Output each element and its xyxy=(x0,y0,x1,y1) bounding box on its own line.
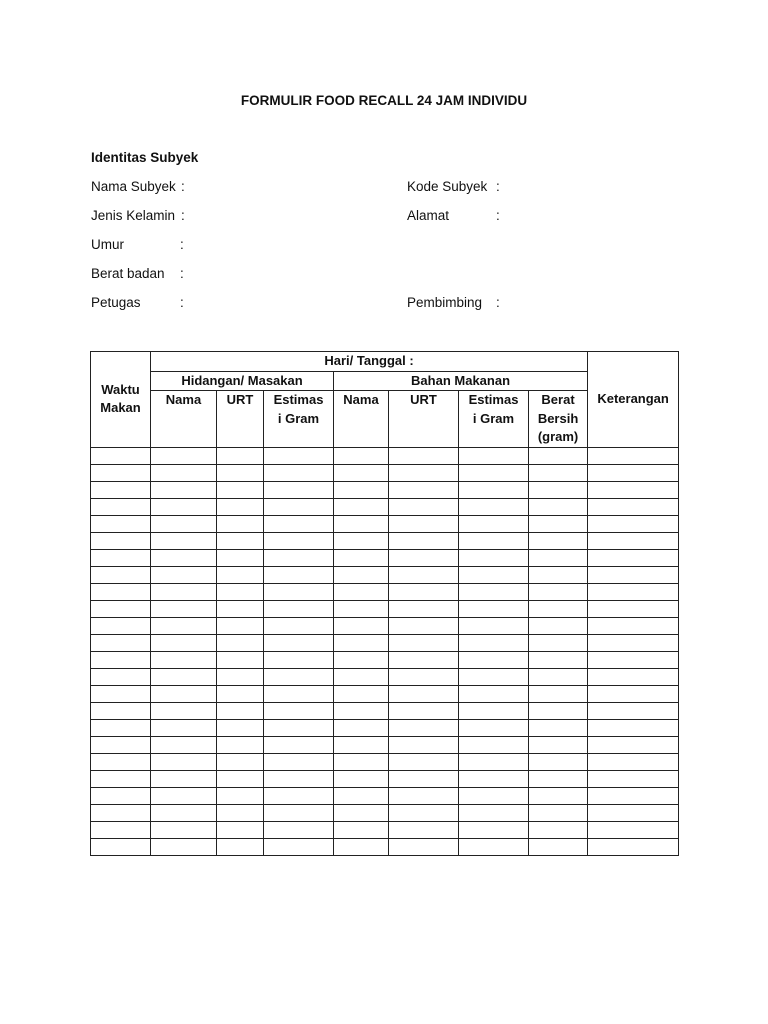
table-row xyxy=(91,464,679,481)
table-cell xyxy=(588,447,679,464)
table-cell xyxy=(529,770,588,787)
table-cell xyxy=(91,583,151,600)
table-cell xyxy=(529,685,588,702)
sub-bahan-urt: URT xyxy=(389,391,459,448)
table-row xyxy=(91,651,679,668)
table-row xyxy=(91,770,679,787)
table-cell xyxy=(588,787,679,804)
table-cell xyxy=(459,634,529,651)
table-cell xyxy=(151,685,217,702)
table-cell xyxy=(151,770,217,787)
table-cell xyxy=(264,617,334,634)
identity-heading: Identitas Subyek xyxy=(91,150,199,165)
table-cell xyxy=(91,685,151,702)
table-cell xyxy=(264,566,334,583)
table-cell xyxy=(334,549,389,566)
table-cell xyxy=(91,549,151,566)
table-cell xyxy=(91,753,151,770)
table-cell xyxy=(389,821,459,838)
estimasi-line2: i Gram xyxy=(472,410,515,426)
table-cell xyxy=(389,566,459,583)
table-row xyxy=(91,719,679,736)
table-cell xyxy=(334,651,389,668)
table-cell xyxy=(151,838,217,855)
table-cell xyxy=(529,481,588,498)
table-row xyxy=(91,566,679,583)
table-cell xyxy=(334,753,389,770)
table-cell xyxy=(217,447,264,464)
field-label: Petugas xyxy=(91,295,141,310)
table-cell xyxy=(334,770,389,787)
table-cell xyxy=(588,736,679,753)
table-cell xyxy=(151,464,217,481)
sub-hidangan-urt: URT xyxy=(217,391,264,448)
estimasi-line2: i Gram xyxy=(277,410,320,426)
table-cell xyxy=(91,804,151,821)
table-cell xyxy=(459,515,529,532)
table-cell xyxy=(91,651,151,668)
table-row xyxy=(91,838,679,855)
table-cell xyxy=(529,498,588,515)
table-cell xyxy=(91,464,151,481)
table-cell xyxy=(529,787,588,804)
table-cell xyxy=(264,787,334,804)
table-cell xyxy=(389,549,459,566)
field-label: Umur xyxy=(91,237,124,252)
table-cell xyxy=(91,481,151,498)
sub-berat-bersih xyxy=(529,391,588,448)
col-waktu-makan xyxy=(91,352,151,448)
table-cell xyxy=(389,515,459,532)
table-cell xyxy=(529,668,588,685)
table-row xyxy=(91,804,679,821)
table-cell xyxy=(389,447,459,464)
berat-line3: (gram) xyxy=(537,429,579,444)
table-cell xyxy=(529,515,588,532)
field-label: Pembimbing xyxy=(407,295,483,310)
table-cell xyxy=(151,515,217,532)
table-cell xyxy=(529,634,588,651)
table-cell xyxy=(264,838,334,855)
table-cell xyxy=(264,464,334,481)
table-cell xyxy=(588,804,679,821)
table-cell xyxy=(151,549,217,566)
estimasi-line1: Estimas xyxy=(468,392,519,407)
table-cell xyxy=(459,770,529,787)
table-cell xyxy=(91,787,151,804)
table-cell xyxy=(459,736,529,753)
table-cell xyxy=(264,702,334,719)
table-row xyxy=(91,447,679,464)
table-cell xyxy=(389,719,459,736)
table-row xyxy=(91,634,679,651)
table-cell xyxy=(151,821,217,838)
table-cell xyxy=(264,532,334,549)
table-cell xyxy=(217,821,264,838)
table-row xyxy=(91,481,679,498)
table-cell xyxy=(459,787,529,804)
table-cell xyxy=(529,736,588,753)
table-cell xyxy=(264,481,334,498)
table-cell xyxy=(529,753,588,770)
table-cell xyxy=(151,583,217,600)
sub-bahan-estimasi xyxy=(459,391,529,448)
table-cell xyxy=(588,634,679,651)
table-cell xyxy=(264,447,334,464)
table-cell xyxy=(151,498,217,515)
table-cell xyxy=(151,753,217,770)
table-cell xyxy=(151,566,217,583)
table-cell xyxy=(151,617,217,634)
table-cell xyxy=(151,651,217,668)
table-cell xyxy=(334,821,389,838)
table-cell xyxy=(389,770,459,787)
field-colon: : xyxy=(180,295,184,310)
table-cell xyxy=(217,804,264,821)
table-cell xyxy=(588,600,679,617)
table-cell xyxy=(588,668,679,685)
table-cell xyxy=(389,702,459,719)
table-cell xyxy=(217,464,264,481)
table-cell xyxy=(588,753,679,770)
table-row xyxy=(91,617,679,634)
table-row xyxy=(91,821,679,838)
table-cell xyxy=(529,702,588,719)
table-cell xyxy=(459,719,529,736)
table-cell xyxy=(459,753,529,770)
table-cell xyxy=(91,532,151,549)
table-cell xyxy=(389,736,459,753)
table-cell xyxy=(264,821,334,838)
date-header: Hari/ Tanggal : xyxy=(151,352,588,372)
table-cell xyxy=(459,685,529,702)
col-keterangan: Keterangan xyxy=(588,352,679,448)
table-cell xyxy=(389,685,459,702)
field-label: Nama Subyek xyxy=(91,179,176,194)
table-cell xyxy=(459,447,529,464)
table-cell xyxy=(151,481,217,498)
table-cell xyxy=(389,464,459,481)
table-cell xyxy=(529,464,588,481)
table-cell xyxy=(529,838,588,855)
table-cell xyxy=(588,549,679,566)
table-cell xyxy=(389,651,459,668)
table-cell xyxy=(91,617,151,634)
sub-bahan-nama: Nama xyxy=(334,391,389,448)
table-cell xyxy=(334,685,389,702)
table-cell xyxy=(588,651,679,668)
table-cell xyxy=(588,838,679,855)
table-cell xyxy=(334,600,389,617)
table-cell xyxy=(529,566,588,583)
table-row xyxy=(91,702,679,719)
table-cell xyxy=(91,498,151,515)
table-cell xyxy=(91,719,151,736)
table-cell xyxy=(529,549,588,566)
berat-line1: Berat xyxy=(541,392,575,407)
table-cell xyxy=(217,702,264,719)
field-colon: : xyxy=(496,208,500,223)
estimasi-line1: Estimas xyxy=(273,392,324,407)
field-label: Kode Subyek xyxy=(407,179,488,194)
table-cell xyxy=(588,719,679,736)
table-row xyxy=(91,668,679,685)
table-cell xyxy=(529,583,588,600)
table-cell xyxy=(264,549,334,566)
table-cell xyxy=(264,736,334,753)
table-cell xyxy=(151,634,217,651)
table-cell xyxy=(91,566,151,583)
table-cell xyxy=(588,821,679,838)
sub-hidangan-estimasi xyxy=(264,391,334,448)
table-cell xyxy=(459,804,529,821)
field-label: Alamat xyxy=(407,208,450,223)
col-waktu-line2: Makan xyxy=(100,400,141,416)
table-cell xyxy=(264,634,334,651)
food-recall-table xyxy=(90,351,679,856)
table-cell xyxy=(334,583,389,600)
table-cell xyxy=(151,702,217,719)
table-cell xyxy=(217,583,264,600)
table-cell xyxy=(389,481,459,498)
table-cell xyxy=(529,617,588,634)
table-cell xyxy=(151,787,217,804)
table-cell xyxy=(151,736,217,753)
table-cell xyxy=(588,566,679,583)
table-cell xyxy=(588,481,679,498)
table-row xyxy=(91,600,679,617)
table-cell xyxy=(217,481,264,498)
table-cell xyxy=(459,566,529,583)
table-cell xyxy=(334,447,389,464)
table-cell xyxy=(217,515,264,532)
table-cell xyxy=(588,532,679,549)
table-cell xyxy=(334,515,389,532)
table-cell xyxy=(529,821,588,838)
table-cell xyxy=(389,583,459,600)
table-cell xyxy=(334,566,389,583)
table-cell xyxy=(459,838,529,855)
recall-table-body xyxy=(91,447,679,855)
table-cell xyxy=(151,532,217,549)
table-row xyxy=(91,736,679,753)
table-cell xyxy=(459,668,529,685)
table-cell xyxy=(588,498,679,515)
sub-hidangan-nama: Nama xyxy=(151,391,217,448)
table-cell xyxy=(264,770,334,787)
table-cell xyxy=(459,821,529,838)
table-cell xyxy=(529,804,588,821)
table-cell xyxy=(588,702,679,719)
table-row xyxy=(91,787,679,804)
table-cell xyxy=(529,447,588,464)
table-cell xyxy=(459,600,529,617)
table-cell xyxy=(389,498,459,515)
table-cell xyxy=(217,685,264,702)
table-cell xyxy=(588,685,679,702)
table-cell xyxy=(151,668,217,685)
table-cell xyxy=(389,787,459,804)
table-cell xyxy=(217,532,264,549)
group-hidangan: Hidangan/ Masakan xyxy=(151,371,334,391)
table-row xyxy=(91,498,679,515)
table-cell xyxy=(151,804,217,821)
table-cell xyxy=(217,719,264,736)
table-cell xyxy=(334,532,389,549)
table-cell xyxy=(529,600,588,617)
table-cell xyxy=(91,838,151,855)
table-cell xyxy=(334,498,389,515)
table-cell xyxy=(217,549,264,566)
table-cell xyxy=(334,634,389,651)
table-cell xyxy=(334,804,389,821)
table-cell xyxy=(529,532,588,549)
table-cell xyxy=(91,821,151,838)
table-cell xyxy=(389,600,459,617)
table-cell xyxy=(389,753,459,770)
table-cell xyxy=(529,719,588,736)
table-cell xyxy=(588,770,679,787)
field-label: Berat badan xyxy=(91,266,165,281)
field-colon: : xyxy=(181,179,185,194)
table-cell xyxy=(334,787,389,804)
table-cell xyxy=(91,447,151,464)
table-cell xyxy=(217,770,264,787)
table-cell xyxy=(459,498,529,515)
table-cell xyxy=(217,617,264,634)
table-cell xyxy=(91,634,151,651)
table-cell xyxy=(151,719,217,736)
table-row xyxy=(91,515,679,532)
field-colon: : xyxy=(496,295,500,310)
group-bahan: Bahan Makanan xyxy=(334,371,588,391)
table-cell xyxy=(151,600,217,617)
table-cell xyxy=(91,702,151,719)
table-cell xyxy=(529,651,588,668)
table-cell xyxy=(217,566,264,583)
table-cell xyxy=(217,651,264,668)
table-cell xyxy=(151,447,217,464)
col-waktu-line1: Waktu xyxy=(101,381,140,397)
table-cell xyxy=(264,719,334,736)
table-cell xyxy=(264,498,334,515)
table-cell xyxy=(334,481,389,498)
table-cell xyxy=(588,515,679,532)
table-cell xyxy=(264,600,334,617)
table-cell xyxy=(459,651,529,668)
table-cell xyxy=(459,464,529,481)
table-cell xyxy=(91,668,151,685)
table-cell xyxy=(334,838,389,855)
table-cell xyxy=(389,617,459,634)
table-cell xyxy=(334,668,389,685)
table-cell xyxy=(389,804,459,821)
berat-line2: Bersih xyxy=(537,410,579,426)
table-cell xyxy=(334,617,389,634)
table-cell xyxy=(588,464,679,481)
table-cell xyxy=(389,634,459,651)
table-cell xyxy=(217,787,264,804)
table-cell xyxy=(389,532,459,549)
form-title: FORMULIR FOOD RECALL 24 JAM INDIVIDU xyxy=(240,93,528,108)
table-cell xyxy=(217,498,264,515)
table-row xyxy=(91,583,679,600)
table-cell xyxy=(264,651,334,668)
table-cell xyxy=(264,753,334,770)
table-cell xyxy=(334,736,389,753)
table-cell xyxy=(217,634,264,651)
table-cell xyxy=(264,515,334,532)
table-cell xyxy=(389,668,459,685)
table-cell xyxy=(91,736,151,753)
table-cell xyxy=(264,804,334,821)
table-cell xyxy=(91,600,151,617)
table-cell xyxy=(91,770,151,787)
table-cell xyxy=(459,481,529,498)
table-cell xyxy=(217,736,264,753)
table-cell xyxy=(264,583,334,600)
table-cell xyxy=(459,617,529,634)
table-cell xyxy=(334,702,389,719)
table-cell xyxy=(91,515,151,532)
field-colon: : xyxy=(181,208,185,223)
field-colon: : xyxy=(180,237,184,252)
table-cell xyxy=(459,702,529,719)
table-cell xyxy=(459,532,529,549)
table-cell xyxy=(334,719,389,736)
table-cell xyxy=(217,753,264,770)
table-row xyxy=(91,549,679,566)
field-label: Jenis Kelamin xyxy=(91,208,176,223)
table-cell xyxy=(217,600,264,617)
table-row xyxy=(91,685,679,702)
table-cell xyxy=(588,617,679,634)
table-row xyxy=(91,532,679,549)
table-cell xyxy=(334,464,389,481)
table-cell xyxy=(389,838,459,855)
table-cell xyxy=(588,583,679,600)
table-cell xyxy=(459,549,529,566)
field-colon: : xyxy=(180,266,184,281)
table-cell xyxy=(217,668,264,685)
table-cell xyxy=(264,685,334,702)
table-cell xyxy=(459,583,529,600)
table-cell xyxy=(217,838,264,855)
field-colon: : xyxy=(496,179,500,194)
table-row xyxy=(91,753,679,770)
table-cell xyxy=(264,668,334,685)
